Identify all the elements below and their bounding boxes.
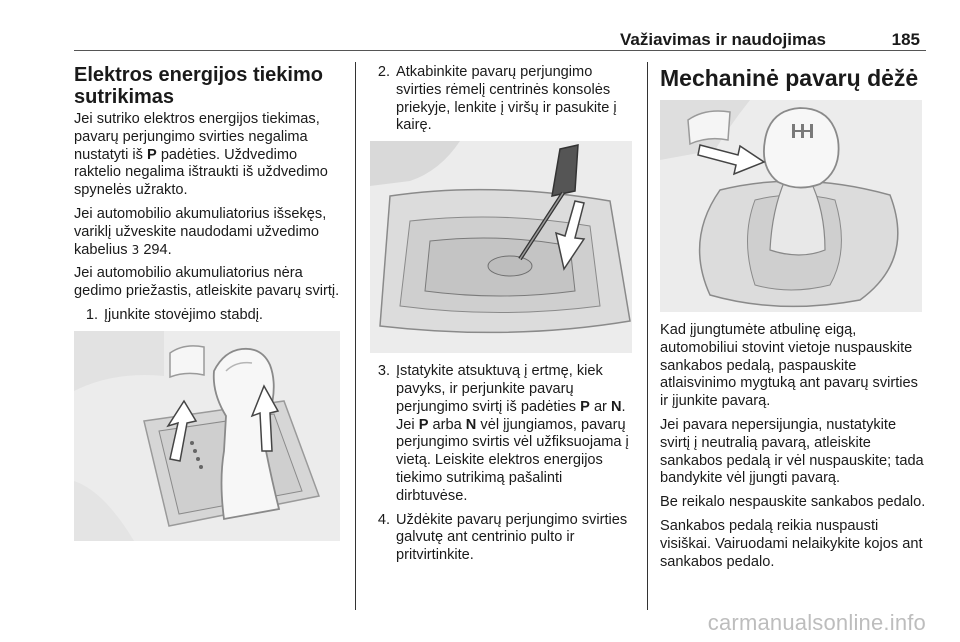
column-divider-2 [647, 62, 648, 610]
paragraph-power-failure: Jei sutriko elektros energijos tiekimas, pavarų perjungimo svirties negalima nustatyti iš P padėties. Uždvedimo raktelio negalima ištraukti iš uždvedimo spynelės užrakto. [74, 111, 328, 199]
section-heading-manual-gearbox: Mechaninė pavarų dėžė [660, 65, 919, 91]
step-2: 2. Atkabinkite pavarų perjungimo svirties rėmelį centrinės konsolės priekyje, lenkite į viršų ir pasukite į kairę. [377, 64, 617, 134]
middle-column [370, 64, 632, 571]
step-3: 3. Įstatykite atsuktuvą į ertmę, kiek pavyks, ir perjunkite pavarų perjungimo svirtį iš padėties P ar N. Jei P arba N vėl įjungiamos, pavarų perjungimo svirtis vėl užfiksuojama į vietą. Leiskite elektros energijos tiekimo sutrikimą pašalinti dirbtuvėse. [377, 363, 629, 504]
right-column [660, 64, 928, 577]
automatic-selector-illustration [74, 331, 340, 541]
running-title: Važiavimas ir naudojimas [620, 30, 826, 49]
step-1: 1. Įjunkite stovėjimo stabdį. [85, 306, 263, 323]
paragraph-release-lever: Jei automobilio akumuliatorius nėra gedimo priežastis, atleiskite pavarų svirtį. [74, 265, 340, 300]
screwdriver-insertion-illustration [370, 141, 632, 353]
watermark: carmanualsonline.info [707, 610, 926, 635]
paragraph-battery: Jei automobilio akumuliatorius išsekęs, variklį užveskite naudodami užvedimo kabelius 3 294. [74, 205, 327, 258]
page-header [74, 30, 926, 52]
left-column [74, 64, 340, 551]
paragraph-gear-not-engaging: Jei pavara nepersijungia, nustatykite svirtį į neutralią pavarą, atleiskite sankabos pedalą ir vėl nuspauskite; tada bandykite vėl įjungti pavarą. [660, 416, 924, 487]
page-reference[interactable]: 294. [143, 241, 172, 258]
section-heading-power-failure: Elektros energijos tiekimo sutrikimas [74, 64, 323, 108]
page-number: 185 [891, 30, 920, 49]
paragraph-clutch-note: Be reikalo nespauskite sankabos pedalo. [660, 494, 926, 511]
column-divider-1 [355, 62, 356, 610]
manual-gear-lever-illustration [660, 100, 922, 312]
page-reference-icon: 3 [131, 242, 140, 257]
paragraph-reverse-gear: Kad įjungtumėte atbulinę eigą, automobiliui stovint vietoje nuspauskite sankabos pedalą, paspauskite atlaisvinimo mygtuką ant pavarų svirties ir įjunkite pavarą. [660, 322, 918, 410]
paragraph-clutch-full: Sankabos pedalą reikia nuspausti visiškai. Vairuodami nelaikykite kojos ant sankabos pedalo. [660, 517, 923, 570]
header-rule [74, 50, 926, 51]
step-4: 4. Uždėkite pavarų perjungimo svirties galvutę ant centrinio pulto ir pritvirtinkite. [377, 511, 628, 564]
